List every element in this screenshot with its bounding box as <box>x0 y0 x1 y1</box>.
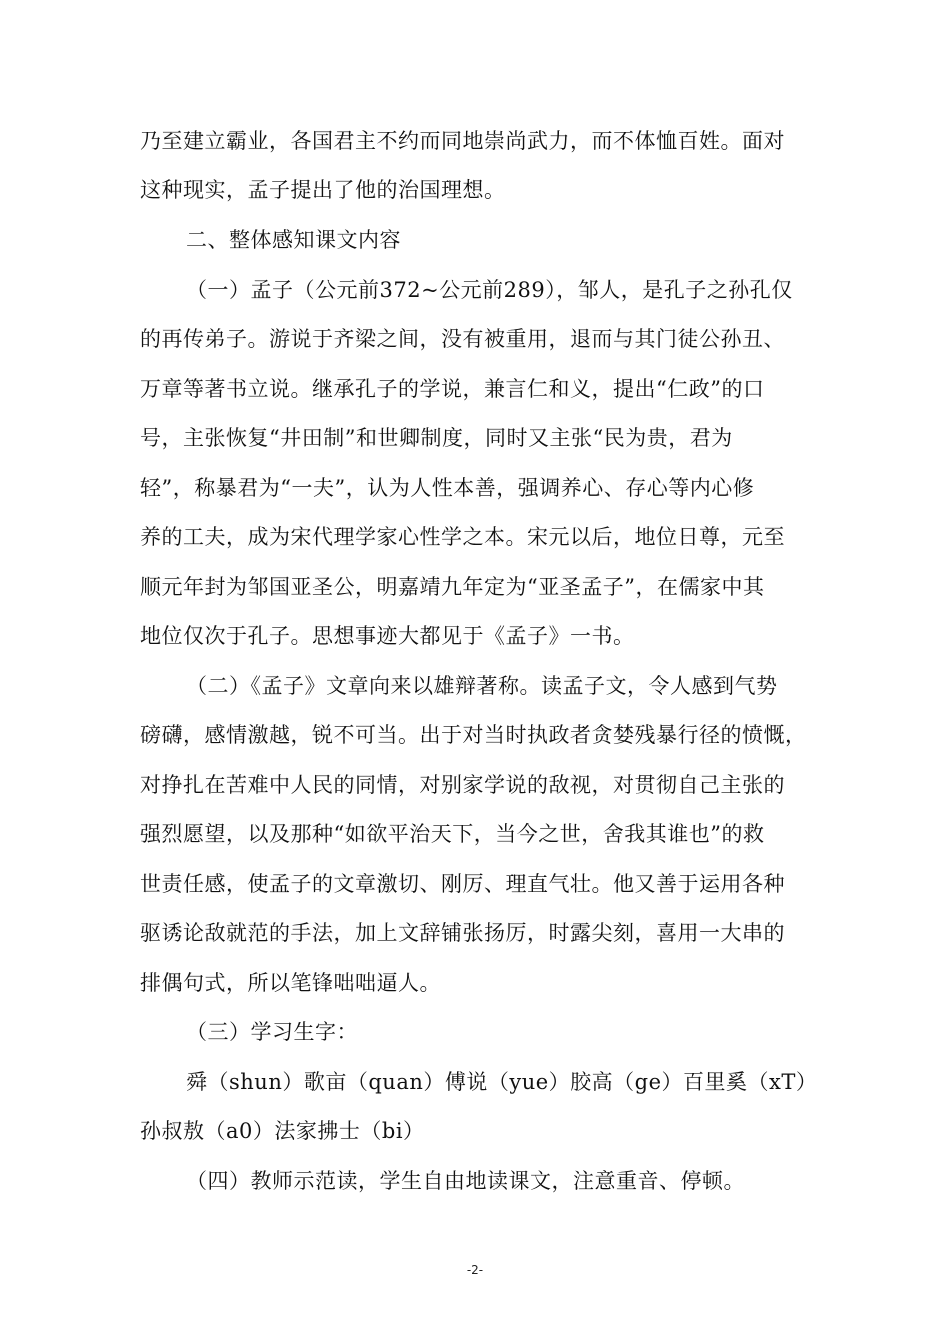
text-line-1: 乃至建立霸业，各国君主不约而同地崇尚武力，而不体恤百姓。面对 <box>140 129 785 153</box>
paragraph-1-line-6: 养的工夫，成为宋代理学家心性学之本。宋元以后，地位日尊，元至 <box>140 525 785 549</box>
section-heading: 二、整体感知课文内容 <box>186 228 401 252</box>
paragraph-1-line-3: 万章等著书立说。继承孔子的学说，兼言仁和义，提出“仁政”的口 <box>140 377 765 401</box>
paragraph-1-line-2: 的再传弟子。游说于齐梁之间，没有被重用，退而与其门徒公孙丑、 <box>140 327 785 351</box>
paragraph-2-line-5: 世责任感，使孟子的文章激切、刚厉、理直气壮。他又善于运用各种 <box>140 872 785 896</box>
paragraph-2-line-3: 对挣扎在苦难中人民的同情，对别家学说的敌视，对贯彻自己主张的 <box>140 773 785 797</box>
paragraph-4-line-1: （四）教师示范读，学生自由地读课文，注意重音、停顿。 <box>186 1169 745 1193</box>
paragraph-3-heading: （三）学习生字： <box>186 1020 358 1044</box>
paragraph-2-line-2: 磅礴，感情激越，锐不可当。出于对当时执政者贪婪残暴行径的愤慨， <box>140 723 807 747</box>
vocabulary-line-1: 舜（shun）歌亩（quan）傅说（yue）胶高（ge）百里奚（xT） <box>186 1070 818 1094</box>
paragraph-1-line-7: 顺元年封为邹国亚圣公，明嘉靖九年定为“亚圣孟子”，在儒家中其 <box>140 575 765 599</box>
paragraph-2-line-1: （二）《孟子》文章向来以雄辩著称。读孟子文，令人感到气势 <box>186 674 778 698</box>
paragraph-2-line-7: 排偶句式，所以笔锋咄咄逼人。 <box>140 971 441 995</box>
paragraph-2-line-4: 强烈愿望，以及那种“如欲平治天下，当今之世，舍我其谁也”的救 <box>140 822 765 846</box>
paragraph-1-line-4: 号，主张恢复“井田制”和世卿制度，同时又主张“民为贵，君为 <box>140 426 733 450</box>
paragraph-1-line-5: 轻”，称暴君为“一夫”，认为人性本善，强调养心、存心等内心修 <box>140 476 755 500</box>
paragraph-1-line-1: （一）孟子（公元前372~公元前289），邹人，是孔子之孙孔仅 <box>186 278 793 302</box>
paragraph-2-line-6: 驱诱论敌就范的手法，加上文辞铺张扬厉，时露尖刻，喜用一大串的 <box>140 921 785 945</box>
text-line-2: 这种现实，孟子提出了他的治国理想。 <box>140 178 506 202</box>
paragraph-1-line-8: 地位仅次于孔子。思想事迹大都见于《孟子》一书。 <box>140 624 635 648</box>
page-number: -2- <box>466 1263 484 1277</box>
vocabulary-line-2: 孙叔敖（a0）法家拂士（bi） <box>140 1119 425 1143</box>
